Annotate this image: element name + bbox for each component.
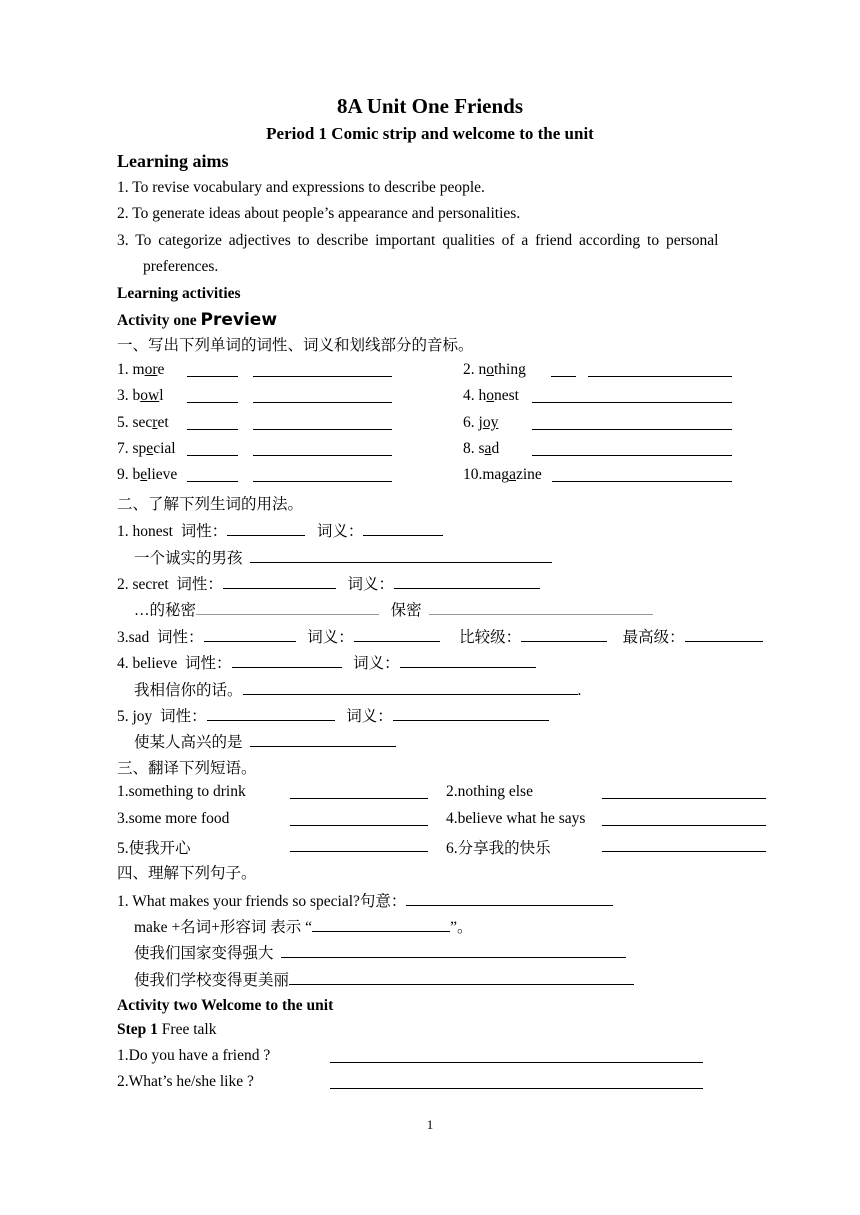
page-title: 8A Unit One Friends: [336, 94, 524, 118]
translate-sentence: 使我们国家变得强大: [134, 941, 626, 963]
believe-phrase-row: 我相信你的话。 .: [134, 678, 581, 700]
answer-blanks[interactable]: [532, 439, 732, 461]
answer-blanks[interactable]: [187, 386, 392, 408]
part3-heading: 三、翻译下列短语。: [117, 760, 257, 777]
phrase-item: 6.分享我的快乐: [446, 840, 551, 857]
learning-aims-heading: Learning aims: [117, 151, 229, 171]
answer-blank[interactable]: [290, 782, 428, 804]
activity-one-name: Preview: [200, 310, 278, 330]
answer-blank[interactable]: [330, 1072, 703, 1094]
word-item: 7. special: [117, 440, 176, 457]
make-rule: make +名词+形容词 表示 “ ”。: [134, 915, 472, 937]
answer-blanks[interactable]: [187, 413, 392, 435]
word-item: 5. secret: [117, 414, 169, 431]
activity-two-heading: Activity two Welcome to the unit: [117, 997, 334, 1014]
part1-heading: 一、写出下列单词的词性、词义和划线部分的音标。: [117, 337, 474, 354]
phrase-item: 3.some more food: [117, 810, 230, 827]
part2-heading: 二、了解下列生词的用法。: [117, 496, 304, 513]
aim-item: 3. To categorize adjectives to describe important qualities of a friend according to personal: [117, 232, 719, 249]
translate-sentence: 使我们学校变得更美丽: [134, 968, 634, 990]
phrase-item: 4.believe what he says: [446, 810, 586, 827]
word-item: 3. bowl: [117, 387, 164, 404]
word-item: 8. sad: [463, 440, 500, 457]
page-subtitle: Period 1 Comic strip and welcome to the unit: [266, 124, 594, 143]
aim-item: preferences.: [143, 258, 219, 275]
part4-heading: 四、理解下列句子。: [117, 865, 257, 882]
secret-phrase-row: …的秘密 保密: [134, 598, 653, 620]
aim-item: 2. To generate ideas about people’s appearance and personalities.: [117, 205, 521, 222]
word-item: 9. believe: [117, 466, 178, 483]
honest-row: 1. honest 词性： 词义：: [117, 519, 443, 541]
word-item: 4. honest: [463, 387, 519, 404]
free-talk-question: 2.What’s he/she like ?: [117, 1073, 254, 1090]
word-item: 6. joy: [463, 414, 499, 431]
learning-activities-heading: Learning activities: [117, 285, 241, 302]
sad-row: 3.sad 词性： 词义： 比较级： 最高级：: [117, 625, 763, 647]
answer-blanks[interactable]: [187, 465, 392, 487]
page-number: 1: [426, 1117, 434, 1132]
honest-phrase-row: 一个诚实的男孩: [134, 546, 552, 568]
answer-blanks[interactable]: [552, 465, 732, 487]
answer-blank[interactable]: [330, 1046, 703, 1068]
answer-blank[interactable]: [602, 809, 766, 831]
answer-blanks[interactable]: [551, 360, 732, 382]
answer-blank[interactable]: [290, 835, 428, 857]
answer-blanks[interactable]: [187, 360, 392, 382]
phrase-item: 5.使我开心: [117, 840, 191, 857]
answer-blank[interactable]: [602, 782, 766, 804]
phrase-item: 2.nothing else: [446, 783, 533, 800]
believe-row: 4. believe 词性： 词义：: [117, 651, 536, 673]
answer-blank[interactable]: [290, 809, 428, 831]
answer-blanks[interactable]: [187, 439, 392, 461]
aim-item: 1. To revise vocabulary and expressions to describe people.: [117, 179, 485, 196]
activity-one-heading: [117, 308, 766, 332]
activity-one-prefix: Activity one: [117, 312, 201, 329]
joy-row: 5. joy 词性： 词义：: [117, 704, 549, 726]
step-one: Step 1 Free talk: [117, 1021, 217, 1038]
word-item: 1. more: [117, 361, 165, 378]
free-talk-question: 1.Do you have a friend ?: [117, 1047, 271, 1064]
answer-blanks[interactable]: [532, 413, 732, 435]
sentence-question: 1. What makes your friends so special?句意：: [117, 889, 613, 911]
answer-blanks[interactable]: [532, 386, 732, 408]
word-item: 2. nothing: [463, 361, 526, 378]
secret-row: 2. secret 词性： 词义：: [117, 572, 540, 594]
phrase-item: 1.something to drink: [117, 783, 246, 800]
word-item: 10.magazine: [463, 466, 542, 483]
answer-blank[interactable]: [602, 835, 766, 857]
joy-phrase-row: 使某人高兴的是: [134, 730, 396, 752]
